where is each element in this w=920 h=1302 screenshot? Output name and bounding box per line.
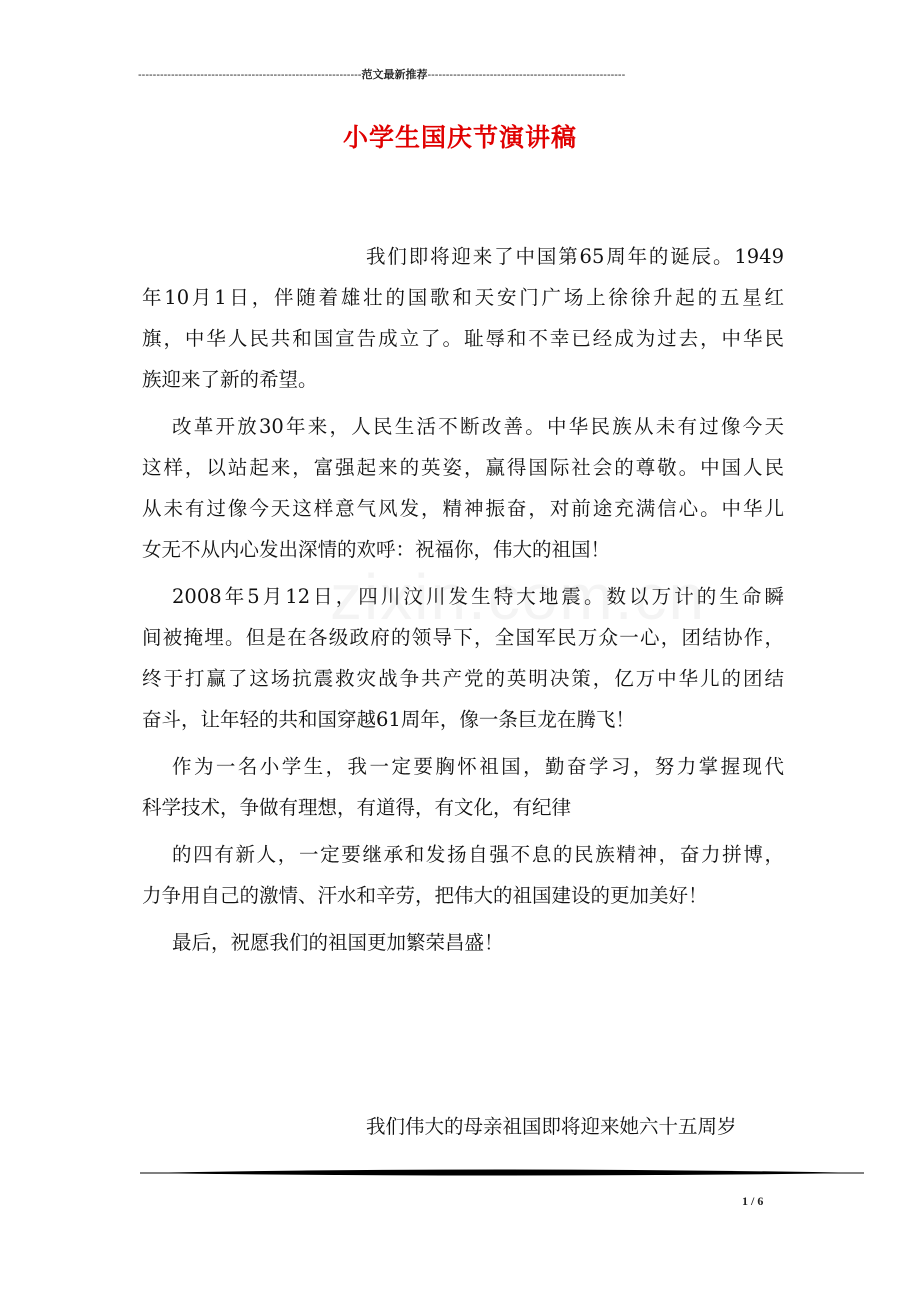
closing-line: 我们伟大的母亲祖国即将迎来她六十五周岁	[366, 1115, 737, 1138]
paragraph-1-line-2: 年10月1日，伴随着雄壮的国歌和天安门广场上徐徐升起的五星红	[142, 286, 784, 309]
paragraph-4-line-1: 作为一名小学生，我一定要胸怀祖国，勤奋学习，努力掌握现代	[172, 755, 784, 778]
document-title: 小学生国庆节演讲稿	[342, 123, 577, 152]
paragraph-6-line-1: 最后，祝愿我们的祖国更加繁荣昌盛！	[172, 931, 504, 954]
footer-rule	[140, 1168, 864, 1178]
paragraph-3-line-4: 奋斗，让年轻的共和国穿越61周年，像一条巨龙在腾飞！	[142, 708, 635, 731]
paragraph-2-line-4: 女无不从内心发出深情的欢呼：祝福你，伟大的祖国！	[142, 538, 611, 561]
paragraph-5-line-2: 力争用自己的激情、汗水和辛劳，把伟大的祖国建设的更加美好！	[142, 884, 708, 907]
paragraph-5-line-1: 的四有新人，一定要继承和发扬自强不息的民族精神，奋力拼博，	[172, 843, 784, 866]
paragraph-1-line-1: 我们即将迎来了中国第65周年的诞辰。1949	[366, 245, 784, 268]
header-label: 范文最新推荐	[361, 69, 428, 81]
paragraph-3-line-3: 终于打赢了这场抗震救灾战争共产党的英明决策，亿万中华儿的团结	[142, 667, 784, 690]
page-header	[138, 66, 768, 84]
paragraph-4-line-2: 科学技术，争做有理想，有道得，有文化，有纪律	[142, 796, 572, 819]
paragraph-2-line-1: 改革开放30年来，人民生活不断改善。中华民族从未有过像今天	[172, 415, 784, 438]
document-body	[142, 236, 784, 963]
paragraph-3-line-2: 间被掩埋。但是在各级政府的领导下，全国军民万众一心，团结协作，	[142, 626, 784, 649]
header-dashes-left: -------------------------------------------------------------	[138, 69, 362, 81]
paragraph-3-line-1: 2008年5月12日，四川汶川发生特大地震。数以万计的生命瞬	[172, 585, 784, 608]
paragraph-2-line-3: 从未有过像今天这样意气风发，精神振奋，对前途充满信心。中华儿	[142, 497, 784, 520]
paragraph-2-line-2: 这样，以站起来，富强起来的英姿，赢得国际社会的尊敬。中国人民	[142, 456, 784, 479]
page-number: 1 / 6	[742, 1194, 764, 1208]
paragraph-1-line-3: 旗，中华人民共和国宣告成立了。耻辱和不幸已经成为过去，中华民	[142, 327, 784, 350]
header-dashes-right: ------------------------------------------------------	[427, 69, 626, 81]
paragraph-1-line-4: 族迎来了新的希望。	[142, 368, 318, 391]
